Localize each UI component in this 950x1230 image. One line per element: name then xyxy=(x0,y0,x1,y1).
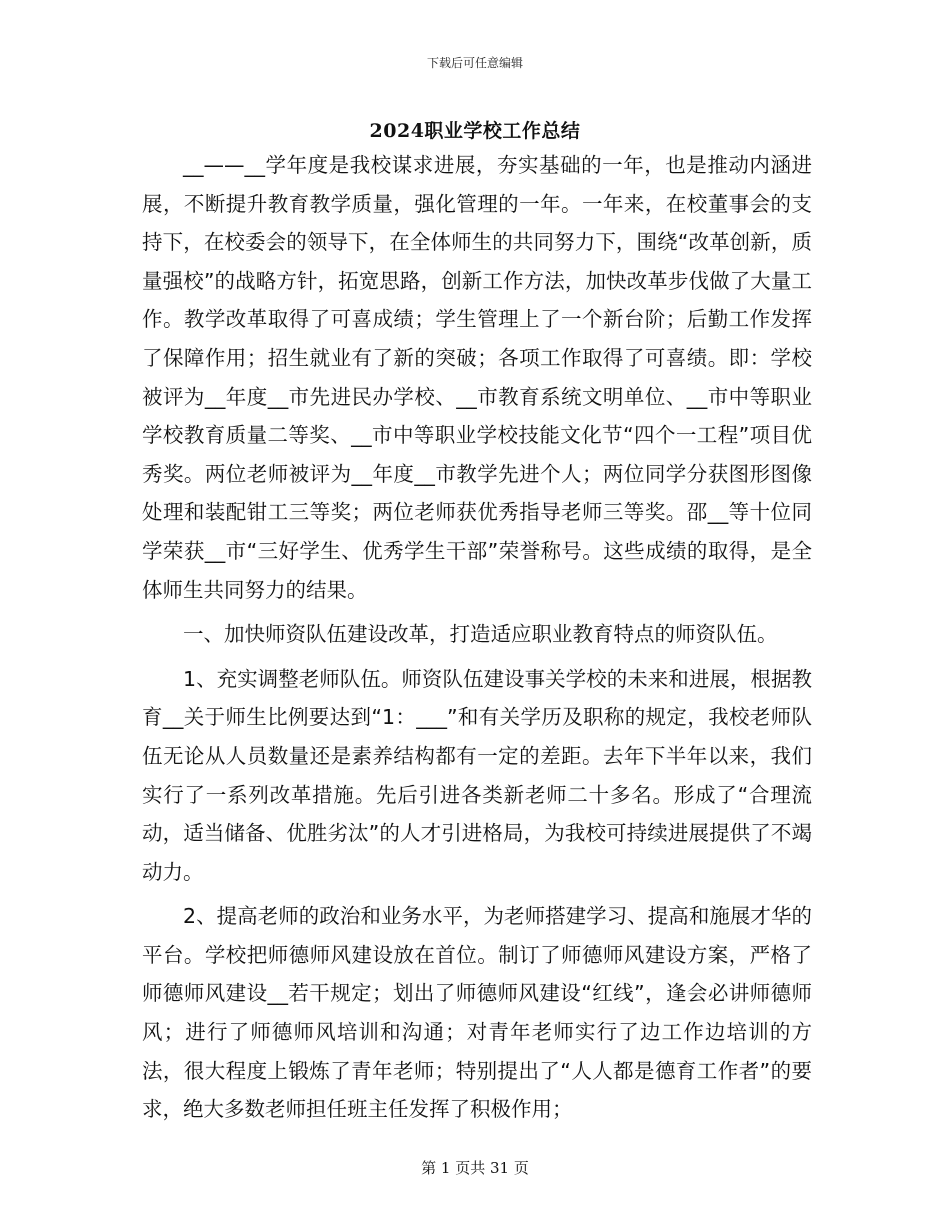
paragraph-intro: __——__学年度是我校谋求进展，夯实基础的一年，也是推动内涵进展，不断提升教育教学质量，强化管理的一年。一年来，在校董事会的支持下，在校委会的领导下，在全体师生的共同努力下，围绕“改革创新，质量强校”的战略方针，拓宽思路，创新工作方法，加快改革步伐做了大量工作。教学改革取得了可喜成绩；学生管理上了一个新台阶；后勤工作发挥了保障作用；招生就业有了新的突破；各项工作取得了可喜绩。即：学校被评为__年度__市先进民办学校、__市教育系统文明单位、__市中等职业学校教育质量二等奖、__市中等职业学校技能文化节“四个一工程”项目优秀奖。两位老师被评为__年度__市教学先进个人；两位同学分获图形图像处理和装配钳工三等奖；两位老师获优秀指导老师三等奖。邵__等十位同学荣获__市“三好学生、优秀学生干部”荣誉称号。这些成绩的取得，是全体师生共同努力的结果。 xyxy=(142,153,812,602)
paragraph-item-1: 1、充实调整老师队伍。师资队伍建设事关学校的未来和进展，根据教育__关于师生比例要达到“1：___”和有关学历及职称的规定，我校老师队伍无论从人员数量还是素养结构都有一定的差距。去年下半年以来，我们实行了一系列改革措施。先后引进各类新老师二十多名。形成了“合理流动，适当储备、优胜劣汰”的人才引进格局，为我校可持续进展提供了不竭动力。 xyxy=(142,666,812,884)
paragraph-section-1-heading: 一、加快师资队伍建设改革，打造适应职业教育特点的师资队伍。 xyxy=(183,622,778,647)
document-title: 2024职业学校工作总结 xyxy=(369,120,581,142)
header-note: 下载后可任意编辑 xyxy=(426,56,523,70)
document-body xyxy=(142,146,812,1129)
paragraph-item-2: 2、提高老师的政治和业务水平，为老师搭建学习、提高和施展才华的平台。学校把师德师风建设放在首位。制订了师德师风建设方案，严格了师德师风建设__若干规定；划出了师德师风建设“红线”，逢会必讲师德师风；进行了师德师风培训和沟通；对青年老师实行了边工作边培训的方法，很大程度上锻炼了青年老师；特别提出了“人人都是德育工作者”的要求，绝大多数老师担任班主任发挥了积极作用； xyxy=(142,904,812,1122)
page-footer: 第 1 页共 31 页 xyxy=(421,1159,529,1177)
